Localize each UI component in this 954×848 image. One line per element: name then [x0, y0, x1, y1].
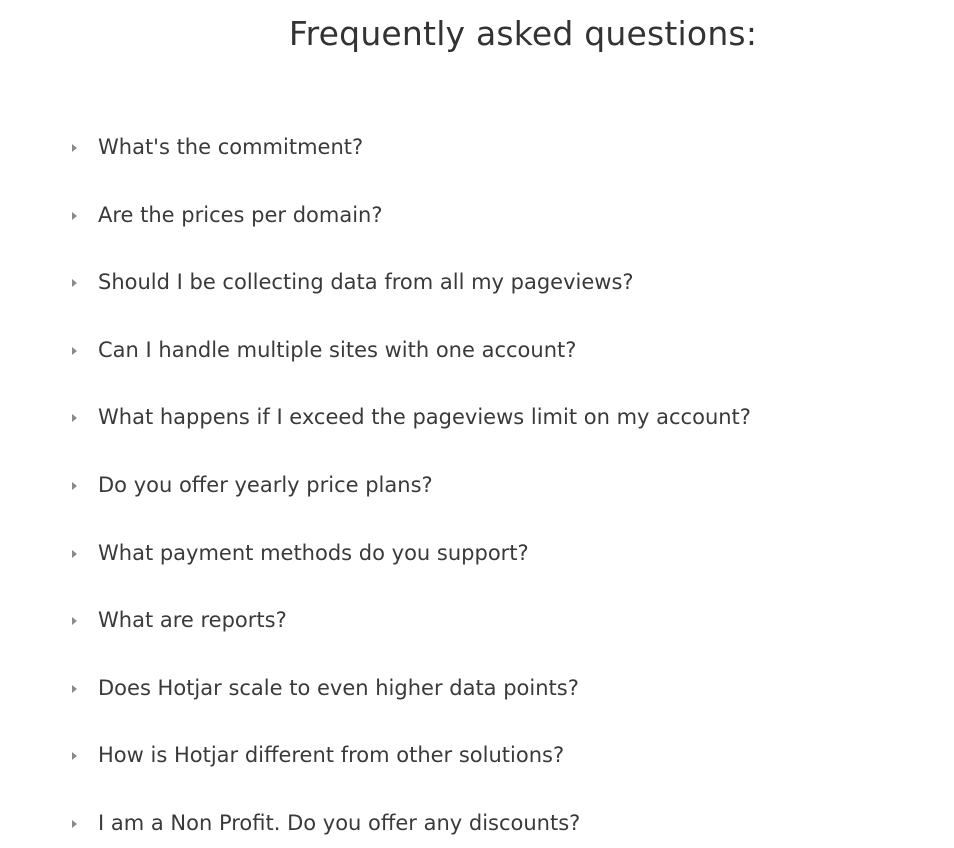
faq-item-non-profit[interactable] — [0, 800, 954, 848]
faq-item-commitment[interactable] — [0, 124, 954, 192]
caret-right-icon — [72, 482, 77, 490]
faq-list — [0, 124, 954, 848]
faq-question: Does Hotjar scale to even higher data points? — [98, 675, 579, 700]
caret-right-icon — [72, 347, 77, 355]
faq-question: Can I handle multiple sites with one account? — [98, 337, 577, 362]
faq-question: Are the prices per domain? — [98, 202, 383, 227]
faq-item-prices-per-domain[interactable] — [0, 192, 954, 260]
faq-item-collecting-data[interactable] — [0, 259, 954, 327]
faq-question: What are reports? — [98, 608, 287, 633]
faq-question: I am a Non Profit. Do you offer any discounts? — [98, 810, 581, 835]
faq-item-multiple-sites[interactable] — [0, 327, 954, 395]
faq-item-exceed-limit[interactable] — [0, 394, 954, 462]
faq-item-payment-methods[interactable] — [0, 530, 954, 598]
faq-question: What's the commitment? — [98, 135, 364, 159]
caret-right-icon — [72, 550, 77, 558]
faq-item-reports[interactable] — [0, 597, 954, 665]
caret-right-icon — [72, 279, 77, 287]
caret-right-icon — [72, 685, 77, 693]
caret-right-icon — [72, 752, 77, 760]
faq-question: What payment methods do you support? — [98, 540, 529, 565]
faq-question: How is Hotjar different from other solutions? — [98, 743, 565, 768]
caret-right-icon — [72, 617, 77, 625]
caret-right-icon — [72, 414, 77, 422]
faq-question: Should I be collecting data from all my pageviews? — [98, 270, 634, 295]
faq-item-scale[interactable] — [0, 665, 954, 733]
caret-right-icon — [72, 212, 77, 220]
faq-title: Frequently asked questions: — [288, 14, 758, 53]
faq-question: Do you offer yearly price plans? — [98, 472, 433, 497]
faq-item-different[interactable] — [0, 732, 954, 800]
caret-right-icon — [72, 144, 77, 152]
faq-question: What happens if I exceed the pageviews limit on my account? — [98, 405, 751, 430]
faq-item-yearly-plans[interactable] — [0, 462, 954, 530]
caret-right-icon — [72, 820, 77, 828]
